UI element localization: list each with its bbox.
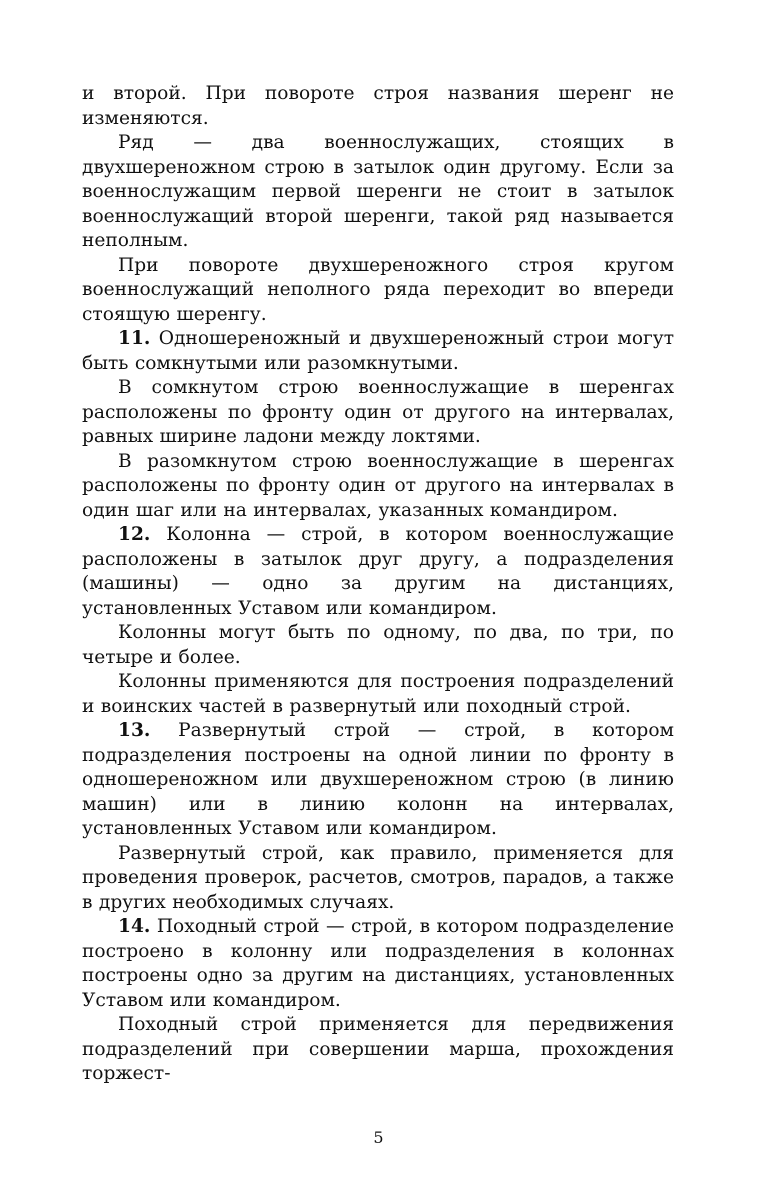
section-number: 14. <box>118 916 151 937</box>
paragraph <box>82 670 674 719</box>
paragraph-text: Колонны применяются для построения подразделений и воинских частей в развернутый или походный строй. <box>82 671 674 717</box>
section-13 <box>82 719 674 842</box>
paragraph-text: При повороте двухшереножного строя кругом военнослужащий неполного ряда переходит во впереди стоящую шеренгу. <box>82 254 674 325</box>
paragraph <box>82 842 674 916</box>
paragraph-text: и второй. При повороте строя названия шеренг не изменяются. <box>82 83 674 129</box>
paragraph-text: Колонна — строй, в котором военнослужащие расположены в затылок друг другу, а подразделения (машины) — одно за другим на дистанциях, установленных Уставом или командиром. <box>82 524 674 619</box>
page-number: 5 <box>373 1128 384 1147</box>
paragraph-text: Ряд — два военнослужащих, стоящих в двухшереножном строю в затылок один другому. Если за военнослужащим первой шеренги не стоит в затылок военнослужащий второй шеренги, такой ряд называется неполным. <box>82 132 674 251</box>
paragraph-text: В разомкнутом строю военнослужащие в шеренгах расположены по фронту один от другого на интервалах в один шаг или на интервалах, указанных командиром. <box>82 450 674 521</box>
section-12 <box>82 523 674 621</box>
paragraph-text: Развернутый строй, как правило, применяется для проведения проверок, расчетов, смотров, парадов, а также в других необходимых случаях. <box>82 842 674 913</box>
section-number: 13. <box>118 720 151 741</box>
section-number: 11. <box>118 328 151 349</box>
paragraph-text: Развернутый строй — строй, в котором подразделения построены на одной линии по фронту в одношереножном или двухшереножном строю (в линию машин) или в линию колонн на интервалах, установленных Уставом или командиром. <box>82 720 674 839</box>
section-14 <box>82 915 674 1013</box>
paragraph <box>82 131 674 254</box>
paragraph <box>82 450 674 524</box>
paragraph <box>82 621 674 670</box>
page-body <box>82 82 674 1087</box>
section-number: 12. <box>118 524 151 545</box>
section-11 <box>82 327 674 376</box>
paragraph-text: Колонны могут быть по одному, по два, по три, по четыре и более. <box>82 622 674 668</box>
paragraph <box>82 82 674 131</box>
paragraph-text: Походный строй — строй, в котором подразделение построено в колонну или подразделения в колоннах построены одно за другим на дистанциях, установленных Уставом или командиром. <box>82 916 675 1011</box>
paragraph <box>82 254 674 328</box>
paragraph-text: Одношереножный и двухшереножный строи могут быть сомкнутыми или разомкнутыми. <box>82 328 674 374</box>
paragraph <box>82 376 674 450</box>
paragraph-text: Походный строй применяется для передвижения подразделений при совершении марша, прохождения торжест- <box>82 1014 674 1084</box>
paragraph <box>82 1013 674 1087</box>
paragraph-text: В сомкнутом строю военнослужащие в шеренгах расположены по фронту один от другого на интервалах, равных ширине ладони между локтями. <box>82 377 674 447</box>
